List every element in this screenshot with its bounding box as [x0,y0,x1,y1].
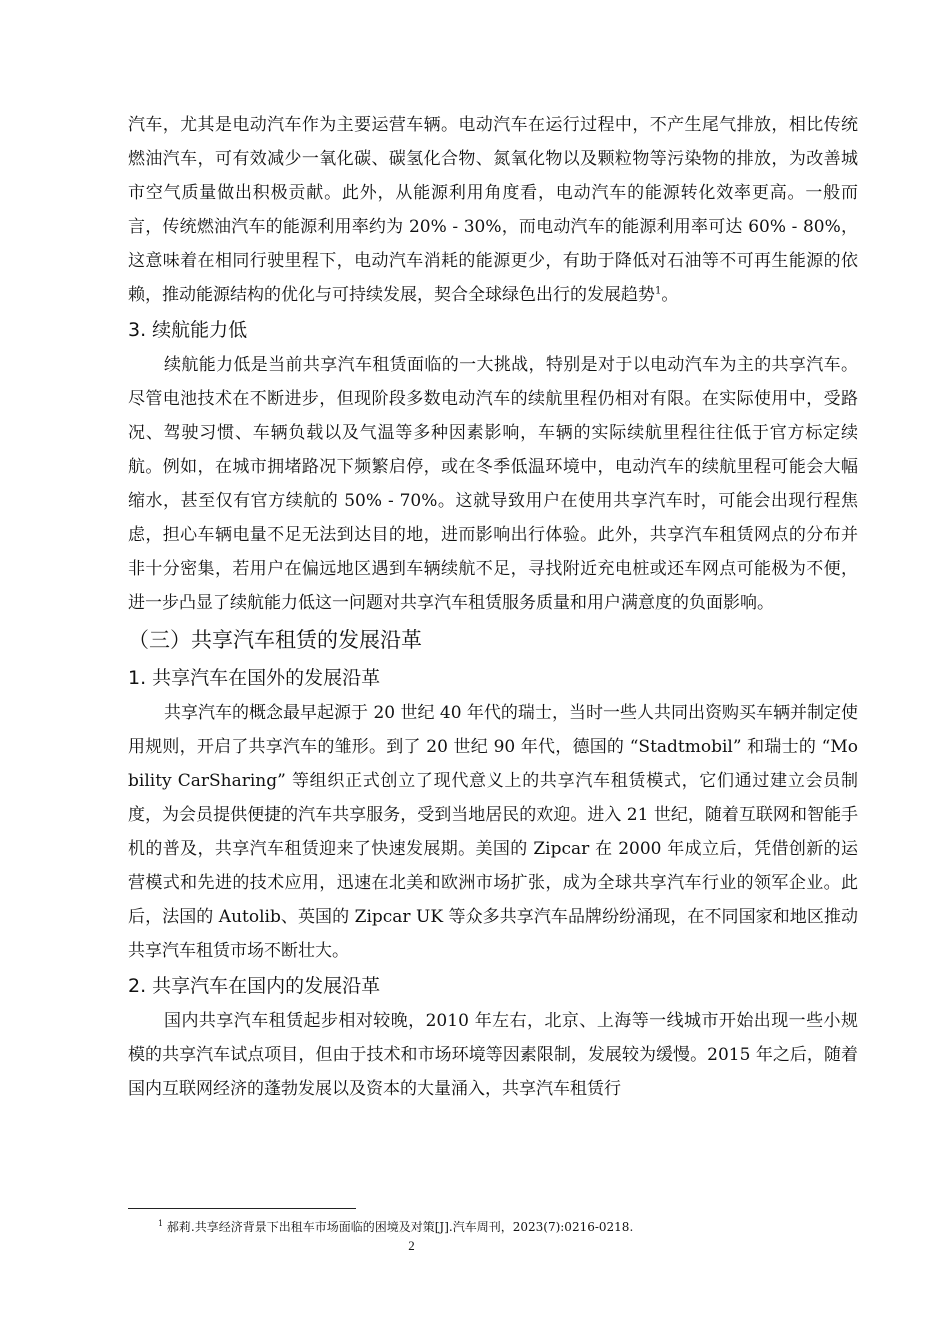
heading-domestic-history: 2. 共享汽车在国内的发展沿革 [128,975,381,997]
paragraph-tail: 。 [661,285,679,305]
paragraph-range-issue: 续航能力低是当前共享汽车租赁面临的一大挑战，特别是对于以电动汽车为主的共享汽车。尽管电池技术在不断进步，但现阶段多数电动汽车的续航里程仍相对有限。在实际使用中，受路况、驾驶习惯、车辆负载以及气温等多种因素影响，车辆的实际续航里程往往低于官方标定续航。例如，在城市拥堵路况下频繁启停，或在冬季低温环境中，电动汽车的续航里程可能会大幅缩水，甚至仅有官方续航的 50% - 70%。这就导致用户在使用共享汽车时，可能会出现行程焦虑，担心车辆电量不足无法到达目的地，进而影响出行体验。此外，共享汽车租赁网点的分布并非十分密集，若用户在偏远地区遇到车辆续航不足，寻找附近充电桩或还车网点可能极为不便，进一步凸显了续航能力低这一问题对共享汽车租赁服务质量和用户满意度的负面影响。 [128,355,858,613]
heading-development-history: （三）共享汽车租赁的发展沿革 [128,628,422,652]
footnote-separator [128,1208,356,1209]
footnote-marker: 1 [158,1219,164,1228]
paragraph-text: 汽车，尤其是电动汽车作为主要运营车辆。电动汽车在运行过程中，不产生尾气排放，相比传统燃油汽车，可有效减少一氧化碳、碳氢化合物、氮氧化物以及颗粒物等污染物的排放，为改善城市空气质量做出积极贡献。此外，从能源利用角度看，电动汽车的能源转化效率更高。一般而言，传统燃油汽车的能源利用率约为 20% - 30%，而电动汽车的能源利用率可达 60% - 80%，这意味着在相同行驶里程下，电动汽车消耗的能源更少，有助于降低对石油等不可再生能源的依赖，推动能源结构的优化与可持续发展，契合全球绿色出行的发展趋势 [128,115,858,305]
body-content [128,108,858,1106]
paragraph-abroad-history: 共享汽车的概念最早起源于 20 世纪 40 年代的瑞士，当时一些人共同出资购买车辆并制定使用规则，开启了共享汽车的雏形。到了 20 世纪 90 年代，德国的 “Stadtmobil” 和瑞士的 “Mobility CarSharing” 等组织正式创立了现代意义上的共享汽车租赁模式，它们通过建立会员制度，为会员提供便捷的汽车共享服务，受到当地居民的欢迎。进入 21 世纪，随着互联网和智能手机的普及，共享汽车租赁迎来了快速发展期。美国的 Zipcar 在 2000 年成立后，凭借创新的运营模式和先进的技术应用，迅速在北美和欧洲市场扩张，成为全球共享汽车行业的领军企业。此后，法国的 Autolib、英国的 Zipcar UK 等众多共享汽车品牌纷纷涌现，在不同国家和地区推动共享汽车租赁市场不断壮大。 [128,703,858,961]
footnote-text: 郝莉.共享经济背景下出租车市场面临的困境及对策[J].汽车周刊，2023(7):0216-0218. [166,1220,634,1234]
paragraph-domestic-history: 国内共享汽车租赁起步相对较晚，2010 年左右，北京、上海等一线城市开始出现一些小规模的共享汽车试点项目，但由于技术和市场环境等因素限制，发展较为缓慢。2015 年之后，随着国内互联网经济的蓬勃发展以及资本的大量涌入，共享汽车租赁行 [128,1011,858,1099]
footnote-reference[interactable]: 1 [655,285,662,297]
paragraph-ev-benefits [128,108,858,312]
heading-abroad-history: 1. 共享汽车在国外的发展沿革 [128,667,381,689]
heading-range-issue: 3. 续航能力低 [128,319,248,341]
page-number: 2 [408,1238,415,1253]
footnote [158,1219,858,1235]
